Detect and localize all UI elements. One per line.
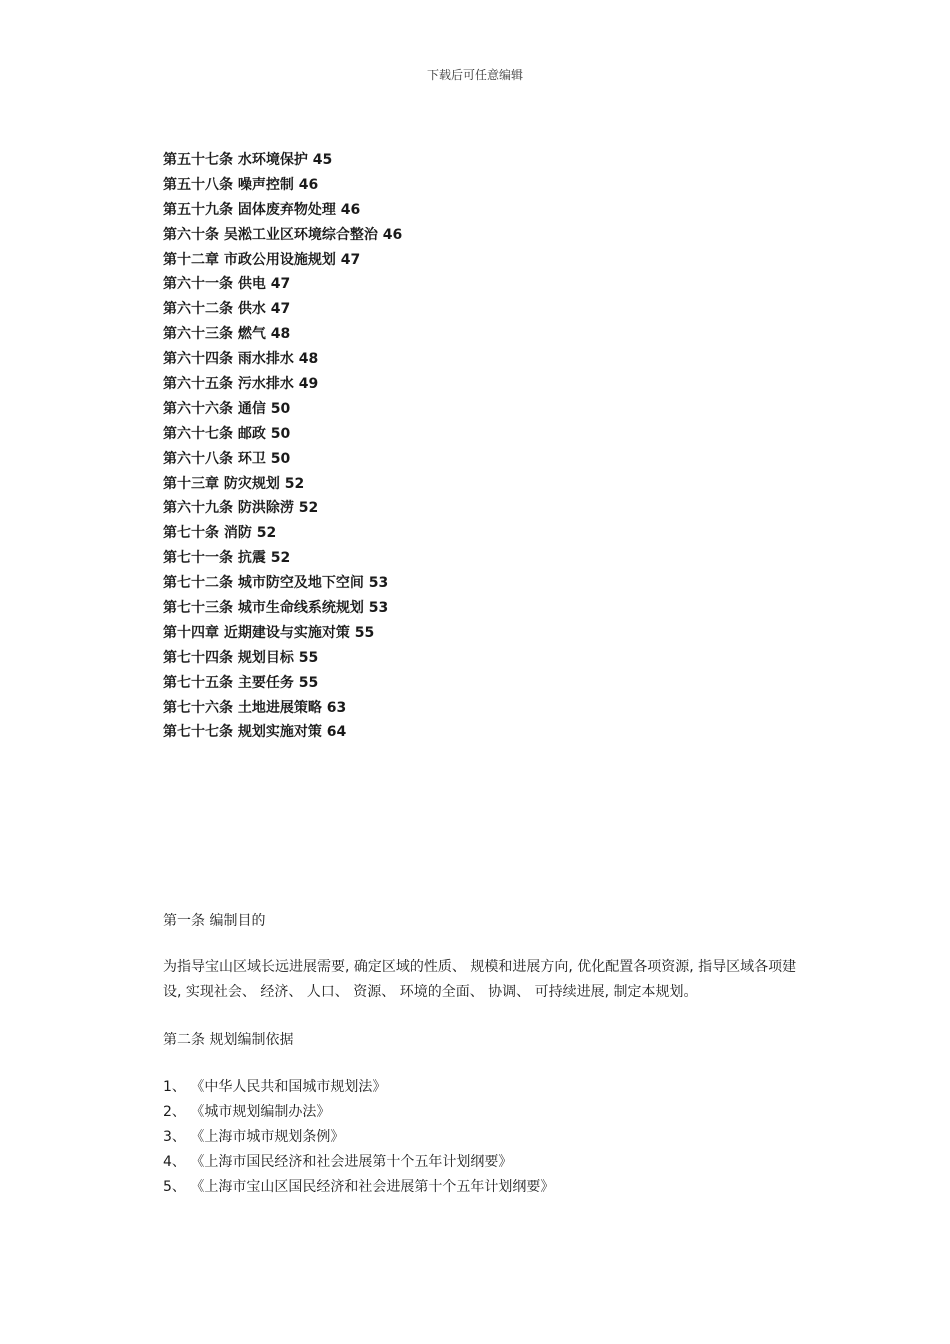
toc-item: 第五十七条 水环境保护 45 bbox=[163, 152, 333, 168]
toc-item: 第七十条 消防 52 bbox=[163, 525, 277, 542]
toc-item: 第六十二条 供水 47 bbox=[163, 301, 291, 318]
list-item: 5、 《上海市宝山区国民经济和社会进展第十个五年计划纲要》 bbox=[163, 1179, 555, 1195]
toc-item: 第七十七条 规划实施对策 64 bbox=[163, 724, 347, 741]
toc-item: 第七十六条 土地进展策略 63 bbox=[163, 699, 347, 716]
toc-item: 第六十七条 邮政 50 bbox=[163, 425, 291, 442]
toc-item: 第五十八条 噪声控制 46 bbox=[163, 176, 319, 193]
basis-list bbox=[163, 1075, 803, 1200]
list-item: 1、 《中华人民共和国城市规划法》 bbox=[163, 1079, 387, 1095]
toc-item: 第六十三条 燃气 48 bbox=[163, 326, 291, 343]
toc-item: 第十四章 近期建设与实施对策 55 bbox=[163, 624, 375, 641]
list-item: 3、 《上海市城市规划条例》 bbox=[163, 1129, 345, 1145]
section-2-title: 第二条 规划编制依据 bbox=[163, 1032, 294, 1048]
toc-item: 第六十九条 防洪除涝 52 bbox=[163, 500, 319, 517]
toc-item: 第十三章 防灾规划 52 bbox=[163, 475, 305, 492]
toc-item: 第六十一条 供电 47 bbox=[163, 276, 291, 293]
section-1-title: 第一条 编制目的 bbox=[163, 913, 266, 929]
toc-item: 第六十八条 环卫 50 bbox=[163, 450, 291, 467]
toc-item: 第十二章 市政公用设施规划 47 bbox=[163, 251, 361, 268]
section-1-paragraph: 为指导宝山区域长远进展需要, 确定区域的性质、 规模和进展方向, 优化配置各项资源, 指导区域各项建设, 实现社会、 经济、 人口、 资源、 环境的全面、 协调、 可持续进展, 制定本规划。 bbox=[163, 959, 797, 1000]
toc-item: 第六十五条 污水排水 49 bbox=[163, 376, 319, 393]
toc-item: 第七十二条 城市防空及地下空间 53 bbox=[163, 575, 389, 592]
list-item: 4、 《上海市国民经济和社会进展第十个五年计划纲要》 bbox=[163, 1154, 513, 1170]
toc-item: 第六十四条 雨水排水 48 bbox=[163, 351, 319, 368]
toc-item: 第七十四条 规划目标 55 bbox=[163, 649, 319, 666]
toc-item: 第七十一条 抗震 52 bbox=[163, 550, 291, 567]
toc-item: 第六十六条 通信 50 bbox=[163, 400, 291, 417]
list-item: 2、 《城市规划编制办法》 bbox=[163, 1104, 331, 1120]
toc-item: 第七十三条 城市生命线系统规划 53 bbox=[163, 600, 389, 617]
toc-item: 第六十条 吴淞工业区环境综合整治 46 bbox=[163, 226, 403, 243]
toc-item: 第五十九条 固体废弃物处理 46 bbox=[163, 201, 361, 218]
table-of-contents bbox=[163, 148, 803, 745]
toc-item: 第七十五条 主要任务 55 bbox=[163, 674, 319, 691]
page-header: 下载后可任意编辑 bbox=[426, 68, 523, 82]
